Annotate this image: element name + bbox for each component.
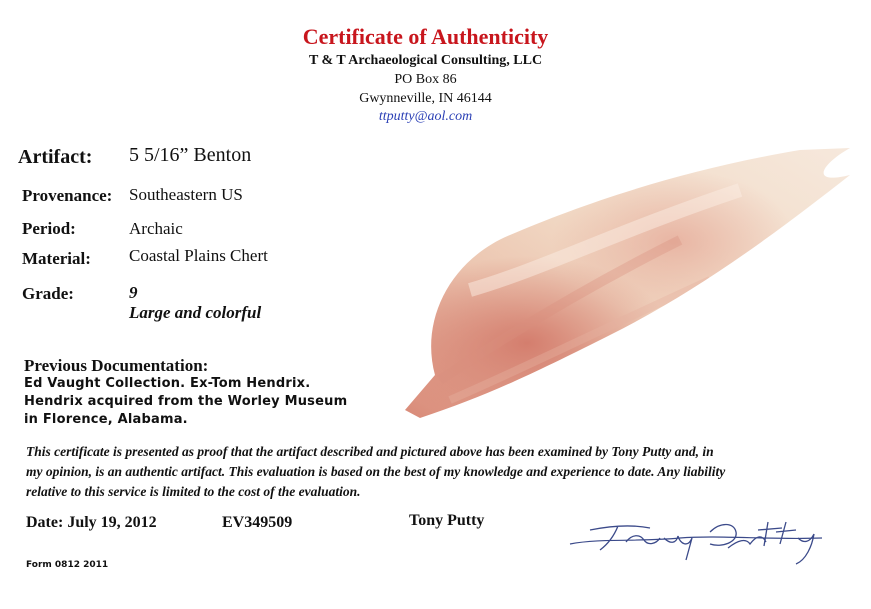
previous-documentation-line: Ed Vaught Collection. Ex-Tom Hendrix. — [24, 376, 311, 391]
provenance-label: Provenance: — [22, 186, 113, 205]
company-name: T & T Archaeological Consulting, LLC — [308, 53, 543, 68]
grade-note: Large and colorful — [129, 303, 262, 322]
statement-line: relative to this service is limited to the cost of the evaluation. — [26, 484, 361, 499]
certificate-title: Certificate of Authenticity — [302, 24, 549, 49]
form-id: Form 0812 2011 — [26, 560, 109, 570]
statement-line: my opinion, is an authentic artifact. This evaluation is based on the best of my knowledge and experience to date. Any liability — [26, 464, 726, 479]
provenance-value: Southeastern US — [129, 185, 243, 204]
examiner-name: Tony Putty — [409, 512, 485, 529]
previous-documentation-title: Previous Documentation: — [24, 356, 209, 375]
previous-documentation-line: in Florence, Alabama. — [24, 412, 188, 427]
grade-value: 9 — [129, 283, 138, 302]
period-label: Period: — [22, 219, 76, 238]
po-box: PO Box 86 — [394, 72, 457, 87]
material-label: Material: — [22, 249, 91, 268]
material-value: Coastal Plains Chert — [129, 246, 268, 265]
certificate-date: Date: July 19, 2012 — [26, 514, 157, 531]
artifact-value: 5 5/16” Benton — [129, 144, 252, 166]
artifact-photo — [380, 140, 870, 430]
period-value: Archaic — [129, 219, 183, 238]
statement-line: This certificate is presented as proof that the artifact described and pictured above has been examined by Tony Putty and, in — [26, 444, 714, 459]
grade-label: Grade: — [22, 284, 74, 303]
previous-documentation-line: Hendrix acquired from the Worley Museum — [24, 394, 348, 409]
email-link[interactable]: ttputty@aol.com — [378, 109, 473, 124]
city-address: Gwynneville, IN 46144 — [359, 91, 492, 106]
signature-image — [560, 508, 830, 568]
artifact-label: Artifact: — [18, 146, 93, 168]
certificate-id: EV349509 — [222, 514, 293, 531]
